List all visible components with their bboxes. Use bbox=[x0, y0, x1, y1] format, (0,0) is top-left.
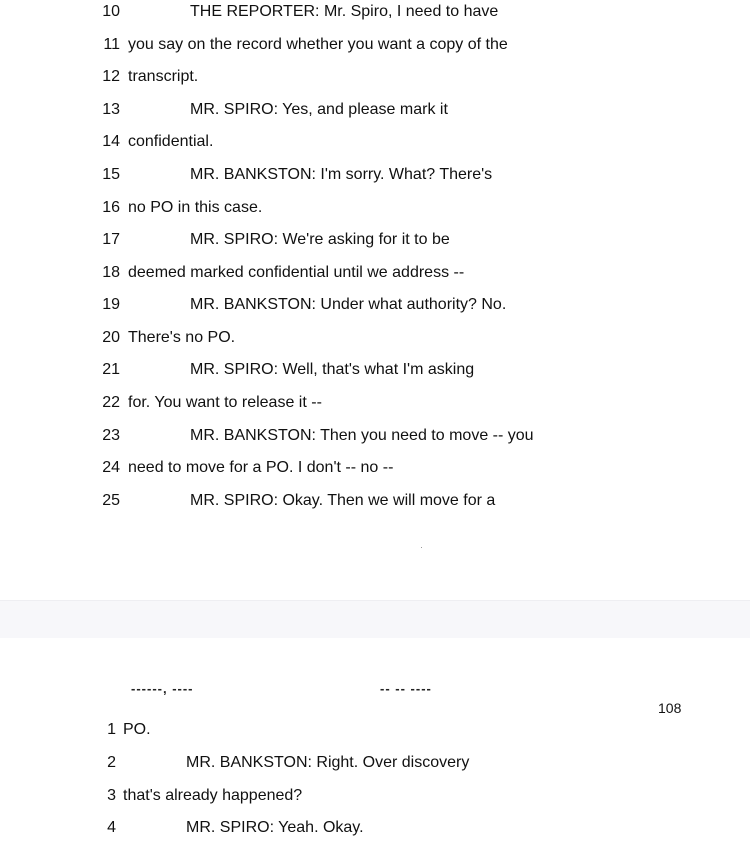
line-text: you say on the record whether you want a copy of the bbox=[128, 36, 508, 53]
line-number: 25 bbox=[102, 492, 120, 509]
line-number: 10 bbox=[102, 3, 120, 20]
line-text: need to move for a PO. I don't -- no -- bbox=[128, 459, 394, 476]
line-number: 1 bbox=[107, 721, 116, 738]
page-header-left: ------, ---- bbox=[131, 681, 194, 696]
line-number: 22 bbox=[102, 394, 120, 411]
line-text: that's already happened? bbox=[123, 787, 303, 804]
line-number: 23 bbox=[102, 427, 120, 444]
line-number: 19 bbox=[102, 296, 120, 313]
line-text: confidential. bbox=[128, 133, 214, 150]
line-number: 21 bbox=[102, 361, 120, 378]
transcript-page-bottom bbox=[0, 638, 750, 842]
line-number: 4 bbox=[107, 819, 116, 836]
line-text: MR. SPIRO: Yeah. Okay. bbox=[186, 819, 364, 836]
line-text: PO. bbox=[123, 721, 151, 738]
line-number: 24 bbox=[102, 459, 120, 476]
line-number: 14 bbox=[102, 133, 120, 150]
line-text: MR. SPIRO: Okay. Then we will move for a bbox=[190, 492, 496, 509]
scan-speck bbox=[421, 547, 422, 548]
line-text: MR. BANKSTON: Then you need to move -- you bbox=[190, 427, 534, 444]
line-text: MR. BANKSTON: Right. Over discovery bbox=[186, 754, 470, 771]
line-text: MR. BANKSTON: Under what authority? No. bbox=[190, 296, 507, 313]
page-separator bbox=[0, 600, 750, 640]
line-text: THE REPORTER: Mr. Spiro, I need to have bbox=[190, 3, 499, 20]
line-text: MR. SPIRO: We're asking for it to be bbox=[190, 231, 450, 248]
line-number: 20 bbox=[102, 329, 120, 346]
line-number: 13 bbox=[102, 101, 120, 118]
line-number: 3 bbox=[107, 787, 116, 804]
line-number: 11 bbox=[103, 36, 120, 53]
line-text: MR. SPIRO: Well, that's what I'm asking bbox=[190, 361, 475, 378]
line-text: for. You want to release it -- bbox=[128, 394, 322, 411]
line-text: There's no PO. bbox=[128, 329, 236, 346]
line-number: 12 bbox=[102, 68, 120, 85]
page-number: 108 bbox=[658, 700, 682, 716]
line-text: MR. SPIRO: Yes, and please mark it bbox=[190, 101, 448, 118]
line-text: transcript. bbox=[128, 68, 199, 85]
line-number: 15 bbox=[102, 166, 120, 183]
line-text: deemed marked confidential until we address -- bbox=[128, 264, 465, 281]
line-number: 16 bbox=[102, 199, 120, 216]
line-text: MR. BANKSTON: I'm sorry. What? There's bbox=[190, 166, 493, 183]
line-text: no PO in this case. bbox=[128, 199, 263, 216]
page-header-right: -- -- ---- bbox=[380, 681, 432, 696]
line-number: 2 bbox=[107, 754, 116, 771]
line-number: 17 bbox=[102, 231, 120, 248]
line-number: 18 bbox=[102, 264, 120, 281]
